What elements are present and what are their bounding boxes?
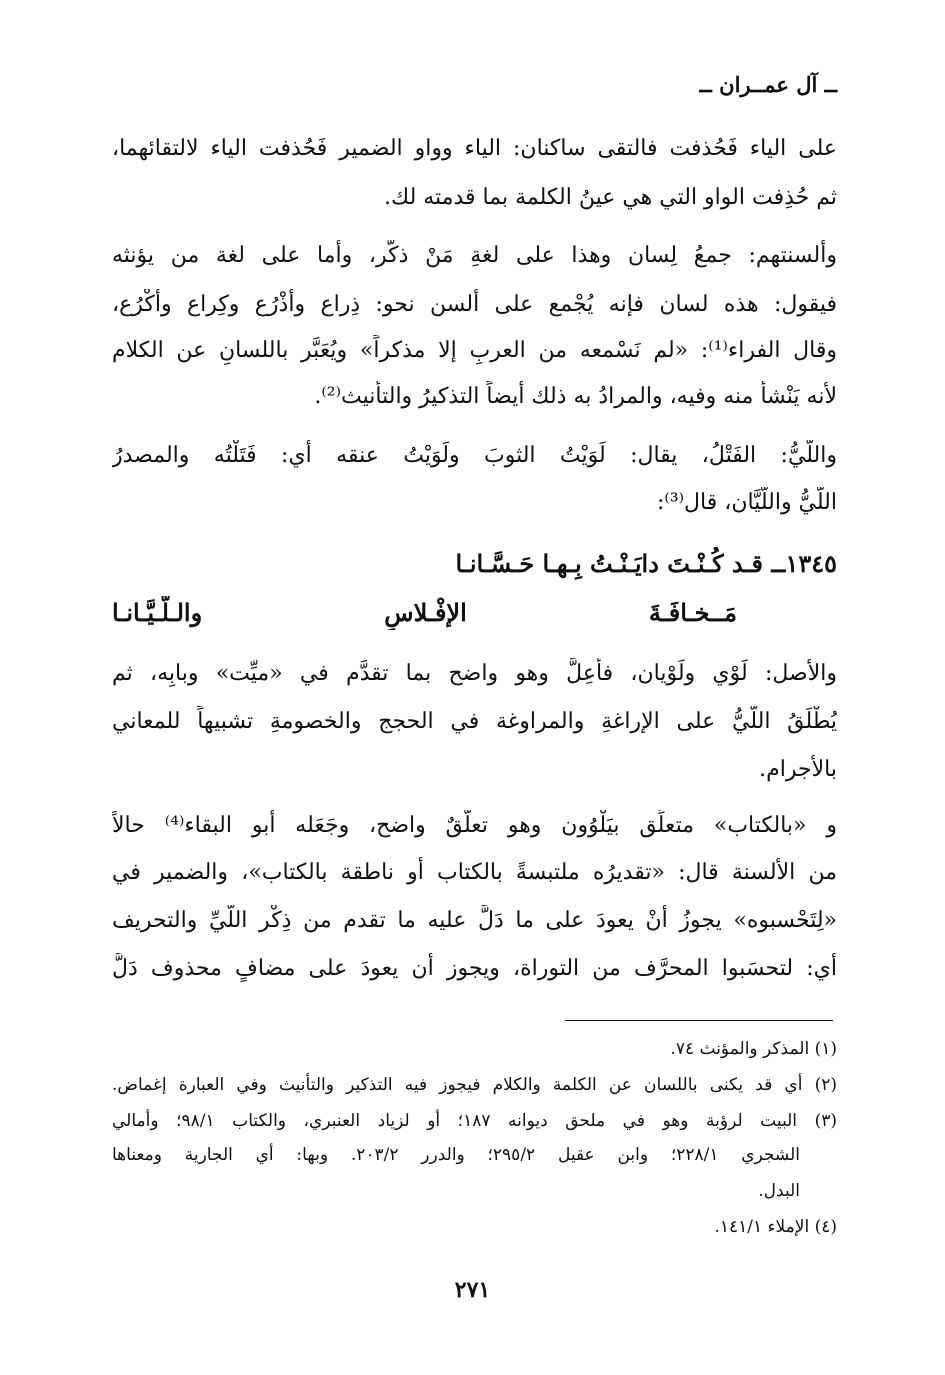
- body-line: واللَّيُّ: الفَتْلُ، يقال: لَوَيْتُ الثوبَ ولَوَيْتُ عنقه أي: فَتَلْتُه والمصدرُ: [112, 443, 837, 468]
- body-line: و «بالكتاب» متعلِّق بيَلْوُون وهو تعلُّقٌ واضح، وجَعَله أبو البقاء⁽⁴⁾ حالاً: [112, 813, 837, 838]
- body-line: «لِتَحْسبوه» يجوزُ أَنْ يعودَ على ما دَلَّ عليه ما تقدم من ذِكْر اللَّيِّ والتحريف: [112, 908, 837, 933]
- body-line: والأصل: لَوْي ولَوْيان، فأُعِلَّ وهو واضح بما تقدَّم في «ميِّت» وبابِه، ثم: [112, 661, 837, 686]
- body-line: من الألسنة قال: «تقديرُه ملتبسةً بالكتاب أو ناطقة بالكتاب»، والضمير في: [112, 860, 837, 885]
- footnote-2: (٢) أي قد يكنى باللسان عن الكلمة والكلام فيجوز فيه التذكير والتأنيث وفي العبارة إغماض.: [112, 1075, 837, 1095]
- footnote-rule: [565, 1020, 833, 1021]
- footnote-3-continued: الشجري ٢٢٨/١؛ وابن عقيل ٢٩٥/٢؛ والدرر ٢٠٣/٢. وبها: أي الجارية ومعناها: [112, 1145, 800, 1165]
- body-line: على الياء فَحُذفت فالتقى ساكنان: الياء وواو الضمير فَحُذفت الياء لالتقائهما،: [112, 136, 837, 161]
- body-line: ثم حُذِفت الواو التي هي عينُ الكلمة بما قدمته لك.: [384, 185, 837, 210]
- verse-line-1: ١٣٤٥ــ قـد كُـنْـتَ دايَـنْـتُ بِـهـا حَـسَّـانـا: [455, 549, 837, 578]
- footnote-3: (٣) البيت لرؤبة وهو في ملحق ديوانه ١٨٧؛ أو لزياد العنبري، والكتاب ٩٨/١؛ وأمالي: [112, 1111, 837, 1131]
- body-line: اللَّيُّ واللَّيَّان، قال⁽³⁾:: [656, 490, 837, 515]
- verse-line-2: مَــخـافَـةَ الإفْـلاسِ والـلَّـيَّـانـا: [112, 598, 737, 627]
- body-line: بالأجرام.: [759, 757, 837, 782]
- footnote-1: (١) المذكر والمؤنث ٧٤.: [670, 1039, 837, 1059]
- footnote-3-continued: البدل.: [758, 1181, 800, 1201]
- body-line: فيقول: هذه لسان فإنه يُجْمع على ألسن نحو: ذِراع وأَذْرُع وكِراع وأَكْرُع،: [112, 292, 837, 317]
- body-line: أي: لتحسَبوا المحرَّف من التوراة، ويجوز أن يعودَ على مضافٍ محذوف دَلَّ: [112, 956, 837, 981]
- body-line: يُطْلَقُ اللَّيُّ على الإراغةِ والمراوغة في الحجج والخصومةِ تشبيهاً للمعاني: [112, 709, 837, 734]
- footnote-4: (٤) الإملاء ١٤١/١.: [714, 1217, 837, 1237]
- running-header: ــ آل عمــران ــ: [699, 72, 837, 97]
- body-line: وألسنتهم: جمعُ لِسان وهذا على لغةِ مَنْ ذكَّر، وأما على لغة من يؤنثه: [112, 243, 837, 268]
- body-line: وقال الفراء⁽¹⁾: «لم نَسْمعه من العربِ إلا مذكراً» ويُعَبَّر باللسانِ عن الكلام: [112, 338, 837, 363]
- body-line: لأنه يَنْشأ منه وفيه، والمرادُ به ذلك أيضاً التذكيرُ والتأنيث⁽²⁾.: [314, 384, 837, 409]
- page-number: ٢٧١: [454, 1277, 491, 1303]
